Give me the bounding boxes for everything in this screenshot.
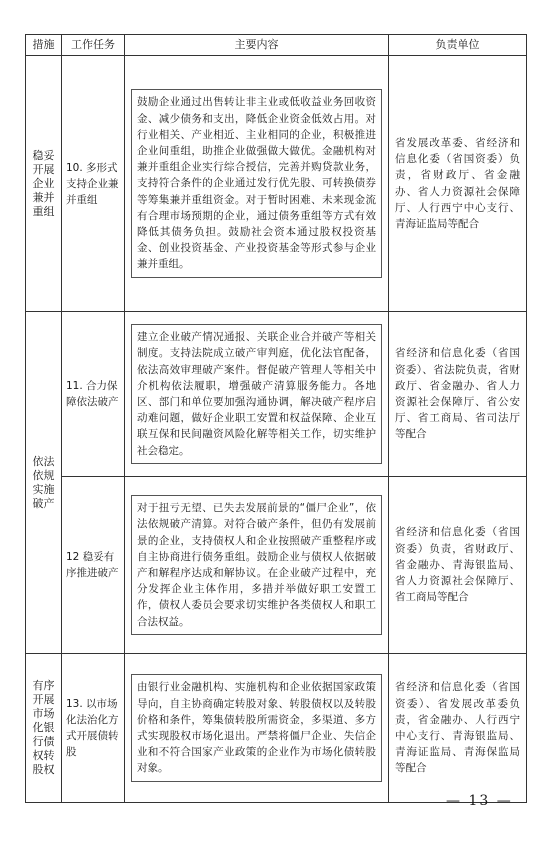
content-box — [131, 495, 382, 635]
content-cell — [125, 312, 389, 477]
header-measure: 措施 — [26, 35, 62, 56]
task-label: 12 稳妥有序推进破产 — [66, 551, 119, 579]
unit-text: 省经济和信息化委（省国资委）、省发展改革委负责，省金融办、人行西宁中心支行、青海银监局、青海证监局、青海保监局等配合 — [395, 681, 520, 775]
task-cell — [62, 477, 125, 654]
task-table — [25, 34, 527, 803]
table-row — [26, 56, 527, 312]
header-unit: 负责单位 — [389, 35, 527, 56]
unit-cell — [389, 56, 527, 312]
content-cell — [125, 56, 389, 312]
measure-label: 依法依规实施破产 — [32, 454, 55, 510]
measure-cell — [26, 654, 62, 803]
task-cell — [62, 56, 125, 312]
content-box — [131, 324, 382, 464]
measure-label: 稳妥开展企业兼并重组 — [32, 148, 55, 218]
content-text: 由银行业金融机构、实施机构和企业依据国家政策导向，自主协商确定转股对象、转股债权以及转股价格和条件，筹集债转股所需资金，多渠道、多方式实现股权市场化退出。严禁将僵尸企业、失信企业和不符合国家产业政策的企业作为市场化债转股对象。 — [137, 681, 376, 775]
content-text: 对于扭亏无望、已失去发展前景的“僵尸企业”，依法依规破产清算。对符合破产条件，但仍有发展前景的企业，支持债权人和企业按照破产重整程序或自主协商进行债务重组。鼓励企业与债权人依据破产和解程序达成和解协议。在企业破产过程中，充分发挥企业主体作用，多措并举做好职工安置工作，债权人委员会要求切实维护各类债权人和职工合法权益。 — [137, 502, 376, 628]
page-number: — 13 — — [446, 793, 513, 809]
measure-label: 有序开展市场化银行债权转股权 — [32, 679, 55, 776]
task-label: 10. 多形式支持企业兼并重组 — [66, 161, 119, 206]
unit-cell — [389, 312, 527, 477]
header-task: 工作任务 — [62, 35, 125, 56]
unit-cell — [389, 654, 527, 803]
unit-text: 省经济和信息化委（省国资委）负责，省财政厅、省金融办、青海银监局、省人力资源社会保障厅、省工商局等配合 — [395, 526, 520, 604]
table-row — [26, 312, 527, 477]
header-content: 主要内容 — [125, 35, 389, 56]
content-text: 建立企业破产情况通报、关联企业合并破产等相关制度。支持法院成立破产审判庭，优化法官配备，依法高效审理破产案件。督促破产管理人等相关中介机构依法履职，增强破产清算服务能力。各地区、部门和单位要加强沟通协调，解决破产程序启动难问题，做好企业职工安置和权益保障、企业互联互保和民间融资风险化解等相关工作，切实维护社会稳定。 — [137, 331, 376, 457]
content-cell — [125, 654, 389, 803]
task-cell — [62, 654, 125, 803]
unit-cell — [389, 477, 527, 654]
measure-cell — [26, 56, 62, 312]
unit-text: 省经济和信息化委（省国资委）、省法院负责，省财政厅、省金融办、省人力资源社会保障厅、省公安厅、省工商局、省司法厅等配合 — [395, 347, 520, 441]
task-cell — [62, 312, 125, 477]
unit-text: 省发展改革委、省经济和信息化委（省国资委）负责，省财政厅、省金融办、省人力资源社会保障厅、人行西宁中心支行、青海证监局等配合 — [395, 136, 520, 230]
content-text: 鼓励企业通过出售转让非主业或低收益业务回收资金、减少债务和支出，降低企业资金低效占用。对行业相关、产业相近、主业相同的企业，积极推进企业间重组，助推企业做强做大做优。金融机构对兼并重组企业实行综合授信，完善并购贷款业务，支持符合条件的企业通过发行优先股、可转换债券等筹集兼并重组资金。对于暂时困难、未来现金流有合理市场预期的企业，通过债务重组等方式有效降低其债务负担。鼓励社会资本通过股权投资基金、创业投资基金、产业投资基金等形式参与企业兼并重组。 — [137, 96, 376, 271]
table-row — [26, 477, 527, 654]
task-label: 11. 合力保障依法破产 — [66, 380, 119, 408]
task-label: 13. 以市场化法治化方式开展债转股 — [66, 698, 119, 758]
content-box — [131, 674, 382, 781]
table-row — [26, 654, 527, 803]
table-header-row — [26, 35, 527, 56]
measure-cell — [26, 312, 62, 654]
content-cell — [125, 477, 389, 654]
content-box — [131, 89, 382, 277]
